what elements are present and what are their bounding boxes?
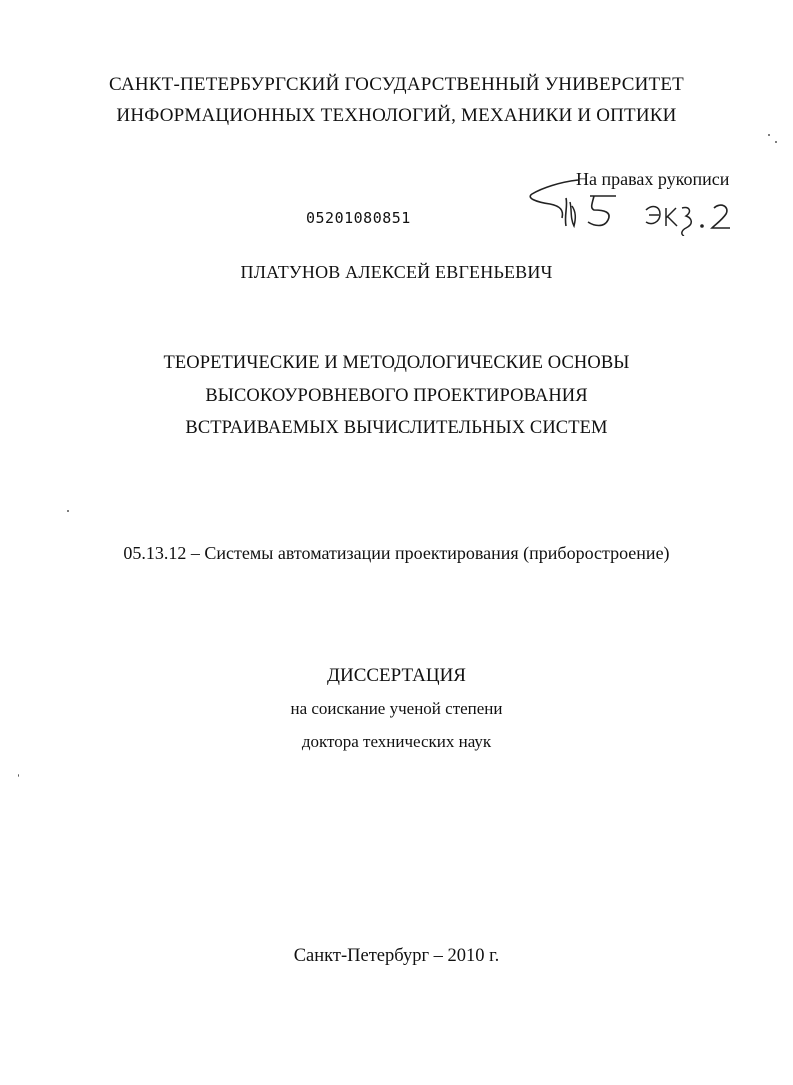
specialty-code: 05.13.12 – Системы автоматизации проектирования (приборостроение)	[123, 543, 670, 563]
place-and-year: Санкт-Петербург – 2010 г.	[293, 946, 500, 966]
scan-speck	[67, 510, 69, 512]
scan-speck	[18, 774, 19, 777]
institution-line-2: ИНФОРМАЦИОННЫХ ТЕХНОЛОГИЙ, МЕХАНИКИ И ОПТИКИ	[116, 105, 677, 126]
author-name: ПЛАТУНОВ АЛЕКСЕЙ ЕВГЕНЬЕВИЧ	[240, 262, 553, 282]
degree-line-2: доктора технических наук	[301, 732, 492, 751]
title-line-1: ТЕОРЕТИЧЕСКИЕ И МЕТОДОЛОГИЧЕСКИЕ ОСНОВЫ	[163, 353, 630, 373]
dissertation-heading: ДИССЕРТАЦИЯ	[327, 665, 466, 686]
scan-speck	[775, 141, 777, 143]
document-number: 05201080851	[306, 209, 411, 227]
degree-line-1: на соискание ученой степени	[290, 699, 503, 718]
institution-line-1: САНКТ-ПЕТЕРБУРГСКИЙ ГОСУДАРСТВЕННЫЙ УНИВЕРСИТЕТ	[109, 74, 684, 95]
title-line-2: ВЫСОКОУРОВНЕВОГО ПРОЕКТИРОВАНИЯ	[205, 386, 588, 406]
scan-speck	[768, 134, 770, 136]
handwritten-copy-note	[640, 196, 740, 236]
title-line-3: ВСТРАИВАЕМЫХ ВЫЧИСЛИТЕЛЬНЫХ СИСТЕМ	[185, 418, 608, 438]
rights-note: На правах рукописи	[576, 169, 730, 189]
